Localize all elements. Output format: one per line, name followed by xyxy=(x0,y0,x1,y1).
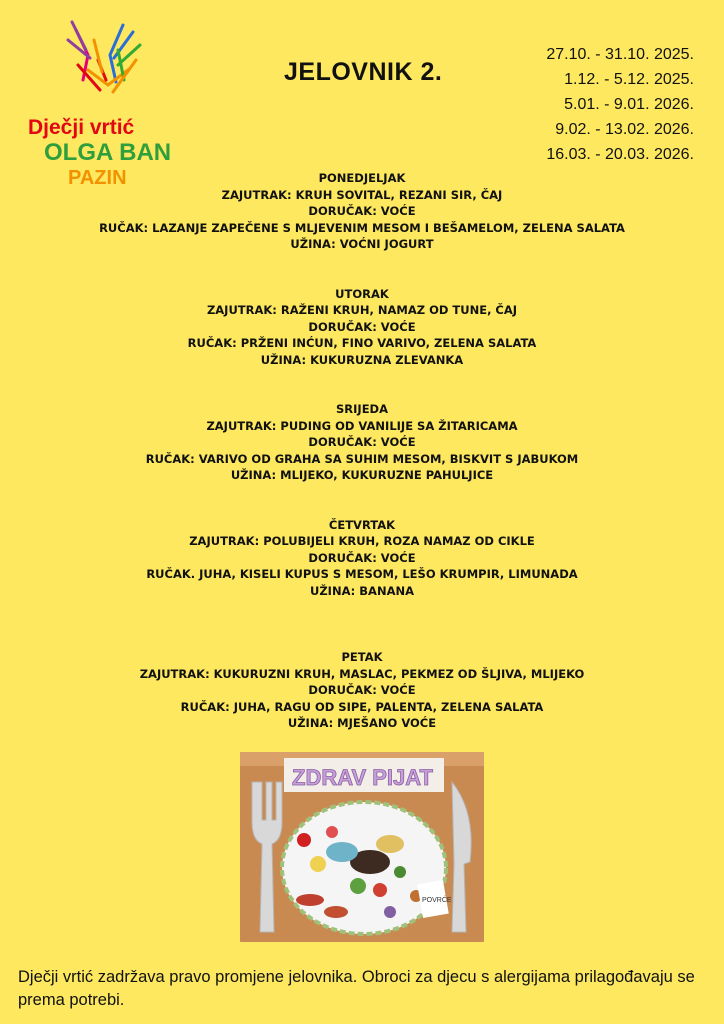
meal-line: ZAJUTRAK: POLUBIJELI KRUH, ROZA NAMAZ OD CIKLE xyxy=(189,534,535,548)
meal-line: UŽINA: MJEŠANO VOĆE xyxy=(287,716,437,730)
meal-line: RUČAK: PRŽENI INĆUN, FINO VARIVO, ZELENA SALATA xyxy=(187,336,537,350)
day-name: UTORAK xyxy=(335,286,389,301)
banner-text: ZDRAV PIJAT xyxy=(292,765,433,790)
date-range: 27.10. - 31.10. 2025. xyxy=(546,46,694,63)
meal-line: ZAJUTRAK: PUDING OD VANILIJE SA ŽITARICAMA xyxy=(206,418,518,433)
healthy-plate-photo xyxy=(240,752,484,942)
day-name: SRIJEDA xyxy=(336,402,388,416)
date-range: 9.02. - 13.02. 2026. xyxy=(555,121,694,138)
meal-line: UŽINA: MLIJEKO, KUKURUZNE PAHULJICE xyxy=(230,468,494,482)
meal-line: RUČAK: JUHA, RAGU OD SIPE, PALENTA, ZELENA SALATA xyxy=(180,699,544,714)
meal-line: ZAJUTRAK: KUKURUZNI KRUH, MASLAC, PEKMEZ OD ŠLJIVA, MLIJEKO xyxy=(139,666,585,681)
weekly-menu xyxy=(0,170,724,732)
meal-line: RUČAK: LAZANJE ZAPEČENE S MLJEVENIM MESOM I BEŠAMELOM, ZELENA SALATA xyxy=(99,220,625,235)
date-range: 16.03. - 20.03. 2026. xyxy=(546,146,694,163)
logo-line1: Dječji vrtić xyxy=(28,116,135,139)
meal-line: DORUČAK: VOĆE xyxy=(308,435,416,449)
meal-line: DORUČAK: VOĆE xyxy=(308,319,416,334)
date-list xyxy=(546,42,694,167)
day-thursday xyxy=(0,517,724,600)
date-range: 5.01. - 9.01. 2026. xyxy=(564,96,694,113)
meal-line: UŽINA: VOĆNI JOGURT xyxy=(290,237,434,251)
meal-line: DORUČAK: VOĆE xyxy=(308,550,416,565)
page-title: JELOVNIK 2. xyxy=(284,58,443,86)
meal-line: DORUČAK: VOĆE xyxy=(308,204,416,218)
day-name: PETAK xyxy=(341,650,383,664)
meal-line: UŽINA: KUKURUZNA ZLEVANKA xyxy=(260,352,464,367)
meal-line: RUČAK: VARIVO OD GRAHA SA SUHIM MESOM, BISKVIT S JABUKOM xyxy=(145,451,579,466)
hands-icon xyxy=(68,22,140,92)
meal-line: ZAJUTRAK: RAŽENI KRUH, NAMAZ OD TUNE, ČAJ xyxy=(206,303,518,317)
date-range: 1.12. - 5.12. 2025. xyxy=(564,71,694,88)
meal-line: UŽINA: BANANA xyxy=(309,583,414,598)
disclaimer-text: Dječji vrtić zadržava pravo promjene jelovnika. Obroci za djecu s alergijama prilagođavaju se prema potrebi. xyxy=(18,968,695,1009)
day-monday xyxy=(0,170,724,253)
day-wednesday xyxy=(0,401,724,484)
kindergarten-logo xyxy=(28,10,188,190)
day-friday xyxy=(0,649,724,732)
logo-line2: OLGA BAN xyxy=(44,139,172,166)
meal-line: DORUČAK: VOĆE xyxy=(308,683,416,697)
day-name: ČETVRTAK xyxy=(328,517,396,532)
logo-line3: PAZIN xyxy=(68,167,127,189)
vegetable-label: POVRĆE xyxy=(422,897,452,904)
day-tuesday xyxy=(0,286,724,369)
day-name: PONEDJELJAK xyxy=(318,171,406,185)
meal-line: ZAJUTRAK: KRUH SOVITAL, REZANI SIR, ČAJ xyxy=(221,187,503,202)
meal-line: RUČAK. JUHA, KISELI KUPUS S MESOM, LEŠO KRUMPIR, LIMUNADA xyxy=(146,567,578,581)
